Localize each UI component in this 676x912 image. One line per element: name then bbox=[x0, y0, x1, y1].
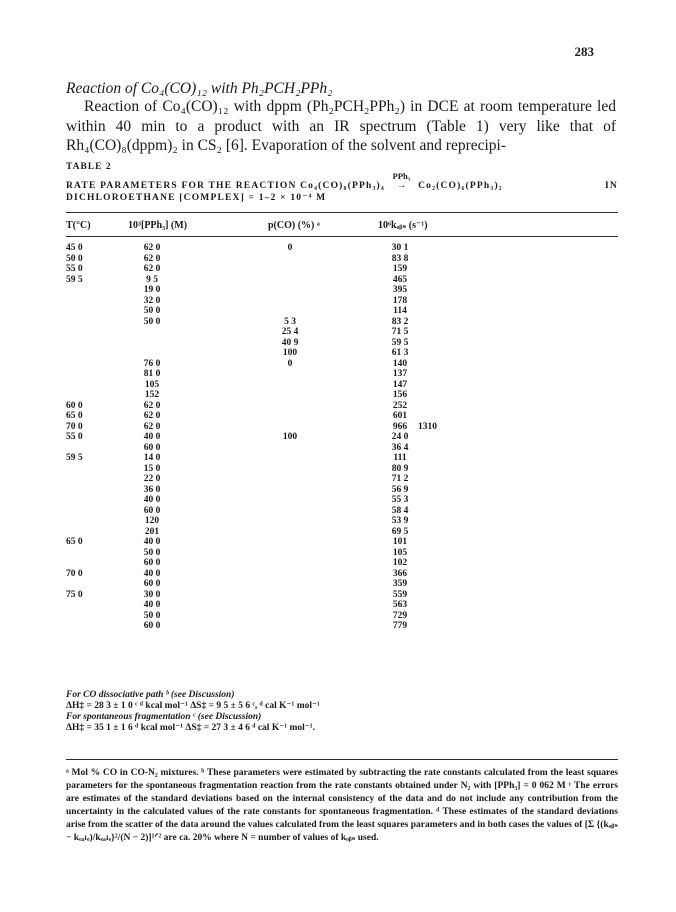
activation-parameters bbox=[66, 690, 618, 734]
cell-kobs: 601 bbox=[392, 411, 408, 421]
table-row bbox=[66, 506, 618, 517]
cell-kobs: 147 bbox=[392, 379, 408, 390]
table-row bbox=[66, 348, 618, 359]
table-top-rule bbox=[66, 212, 618, 213]
header-pph3-concentration: 10³[PPh₃] (M) bbox=[128, 220, 188, 231]
table-header-rule bbox=[66, 236, 618, 237]
cell-kobs: 30 1 bbox=[391, 243, 409, 253]
table-row bbox=[66, 516, 618, 527]
table-row bbox=[66, 443, 618, 454]
cell-pph3: 40 0 bbox=[143, 537, 161, 547]
table-row bbox=[66, 558, 618, 569]
body-text: Reaction of Co₄(CO)₁₂ with dppm (Ph₂PCH₂PPh₂) in DCE at room temperature led within 40 min to a product with an IR spectrum (Table 1) very like that of Rh₄(CO)₈(dppm)₂ in CS₂ [6]. Evaporation of the solvent and reprecipi- bbox=[66, 98, 616, 154]
cell-pph3: 60 0 bbox=[143, 558, 161, 568]
cell-pph3: 81 0 bbox=[143, 369, 161, 379]
cell-co-pressure: 0 bbox=[287, 243, 293, 253]
cell-pph3: 62 0 bbox=[143, 253, 161, 264]
table-row bbox=[66, 296, 618, 307]
cell-pph3: 40 0 bbox=[143, 600, 161, 610]
table-row bbox=[66, 285, 618, 296]
table-row bbox=[66, 548, 618, 559]
cell-pph3: 62 0 bbox=[143, 264, 161, 274]
table-row bbox=[66, 621, 618, 632]
header-temperature: T(°C) bbox=[66, 220, 91, 231]
cell-temperature: 55 0 bbox=[66, 432, 83, 442]
cell-temperature: 70 0 bbox=[66, 421, 83, 432]
table-row bbox=[66, 453, 618, 464]
cell-kobs: 61 3 bbox=[391, 348, 409, 358]
cell-temperature: 45 0 bbox=[66, 243, 83, 253]
cell-co-pressure: 100 bbox=[282, 432, 298, 442]
cell-pph3: 60 0 bbox=[143, 505, 161, 516]
cell-pph3: 22 0 bbox=[143, 474, 161, 484]
cell-kobs: 69 5 bbox=[391, 526, 409, 537]
cell-co-pressure: 0 bbox=[287, 358, 293, 369]
cell-kobs: 252 bbox=[392, 400, 408, 411]
cell-kobs: 53 9 bbox=[391, 516, 409, 526]
cell-pph3: 105 bbox=[144, 379, 160, 390]
table-row bbox=[66, 254, 618, 265]
table-row bbox=[66, 243, 618, 254]
cell-kobs: 366 bbox=[392, 568, 408, 579]
cell-kobs: 36 4 bbox=[391, 442, 409, 453]
arrow-icon: → bbox=[396, 181, 407, 191]
fragmentation-label: For spontaneous fragmentation ᶜ (see Discussion) bbox=[66, 712, 262, 722]
cell-pph3: 14 0 bbox=[143, 453, 161, 463]
co-path-values: ΔH‡ = 28 3 ± 1 0 ᶜ ᵈ kcal mol⁻¹ ΔS‡ = 9 5 ± 5 6 ᶜ, ᵈ cal K⁻¹ mol⁻¹ bbox=[66, 701, 320, 711]
cell-kobs: 729 bbox=[392, 610, 408, 621]
table-row bbox=[66, 359, 618, 370]
cell-temperature: 50 0 bbox=[66, 253, 83, 264]
cell-temperature: 55 0 bbox=[66, 264, 83, 274]
cell-kobs: 83 2 bbox=[391, 316, 409, 327]
cell-pph3: 50 0 bbox=[143, 610, 161, 621]
cell-pph3: 50 0 bbox=[143, 547, 161, 558]
table-row bbox=[66, 432, 618, 443]
table-row bbox=[66, 474, 618, 485]
page-number: 283 bbox=[574, 44, 594, 59]
cell-kobs: 83 8 bbox=[391, 253, 409, 264]
cell-kobs: 24 0 bbox=[391, 432, 409, 442]
cell-pph3: 120 bbox=[144, 516, 160, 526]
cell-kobs: 55 3 bbox=[391, 495, 409, 505]
cell-co-pressure: 5 3 bbox=[284, 316, 296, 327]
table-row bbox=[66, 264, 618, 275]
cell-kobs: 71 2 bbox=[391, 474, 409, 484]
cell-kobs: 102 bbox=[392, 558, 408, 568]
table-footnotes: ᵃ Mol % CO in CO-N₂ mixtures. ᵇ These parameters were estimated by subtracting the rate constants calculated from the least squares parameters for the spontaneous fragmentation reaction from the rate constants obtained under N₂ with [PPh₃] = 0 062 M ᶜ The errors are estimates of the standard deviations based on the internal consistency of the data and do not include any contribution from the uncertainty in the calculated values of the rate constants for spontaneous fragmentation. ᵈ These estimates of the standard deviations arise from the scatter of the data around the values calculated from the least squares parameters and in both cases the values of [Σ {(kₒᵦₛ − kₑₐₗₑ)/kₑₐₗₑ}²/(N − 2)]¹ᐟ² are ca. 20% where N = number of values of kₒᵦₛ used. bbox=[66, 768, 618, 843]
cell-kobs: 137 bbox=[392, 369, 408, 379]
cell-pph3: 30 0 bbox=[143, 589, 161, 600]
table-caption bbox=[66, 171, 618, 204]
cell-pph3: 201 bbox=[144, 526, 160, 537]
table-label: TABLE 2 bbox=[66, 162, 112, 172]
cell-temperature: 65 0 bbox=[66, 411, 83, 421]
cell-kobs: 58 4 bbox=[391, 505, 409, 516]
cell-pph3: 62 0 bbox=[143, 421, 161, 432]
cell-kobs: 111 bbox=[393, 453, 407, 463]
table-row bbox=[66, 600, 618, 611]
cell-co-pressure: 25 4 bbox=[281, 327, 299, 337]
reaction-arrow bbox=[388, 171, 414, 192]
table-row bbox=[66, 390, 618, 401]
cell-co-pressure: 100 bbox=[282, 348, 298, 358]
table-row bbox=[66, 485, 618, 496]
table-row bbox=[66, 527, 618, 538]
cell-pph3: 40 0 bbox=[143, 432, 161, 442]
table-row bbox=[66, 464, 618, 475]
cell-pph3: 60 0 bbox=[143, 442, 161, 453]
cell-pph3: 62 0 bbox=[143, 243, 161, 253]
table-row bbox=[66, 327, 618, 338]
cell-kobs: 71 5 bbox=[391, 327, 409, 337]
rate-table-body bbox=[66, 243, 618, 632]
cell-pph3: 36 0 bbox=[143, 484, 161, 495]
caption-reaction-text: RATE PARAMETERS FOR THE REACTION Co₄(CO)₈(PPh₃)₄ bbox=[66, 181, 385, 191]
cell-temperature: 60 0 bbox=[66, 400, 83, 411]
cell-pph3: 62 0 bbox=[143, 411, 161, 421]
table-row bbox=[66, 275, 618, 286]
cell-pph3: 60 0 bbox=[143, 621, 161, 631]
cell-temperature: 59 5 bbox=[66, 274, 83, 285]
body-paragraph bbox=[66, 97, 616, 156]
table-row bbox=[66, 411, 618, 422]
header-kobs: 10⁶kₒᵦₛ (s⁻¹) bbox=[378, 220, 428, 231]
cell-pph3: 15 0 bbox=[143, 463, 161, 474]
table-bottom-rule bbox=[66, 759, 618, 760]
table-row bbox=[66, 380, 618, 391]
table-row bbox=[66, 537, 618, 548]
table-row bbox=[66, 590, 618, 601]
caption-line-2: DICHLOROETHANE [COMPLEX] = 1–2 × 10⁻⁴ M bbox=[66, 193, 327, 203]
caption-product: Co₂(CO)₆(PPh₃)₂ bbox=[418, 181, 503, 191]
cell-kobs: 395 bbox=[392, 285, 408, 295]
table-row bbox=[66, 569, 618, 580]
table-row bbox=[66, 611, 618, 622]
cell-kobs: 80 9 bbox=[391, 463, 409, 474]
cell-kobs: 105 bbox=[392, 547, 408, 558]
cell-kobs: 559 bbox=[392, 589, 408, 600]
cell-kobs: 59 5 bbox=[391, 337, 409, 348]
cell-kobs: 563 bbox=[392, 600, 408, 610]
cell-kobs: 779 bbox=[392, 621, 408, 631]
table-row bbox=[66, 422, 618, 433]
cell-kobs: 140 bbox=[392, 358, 408, 369]
cell-pph3: 62 0 bbox=[143, 400, 161, 411]
cell-temperature: 65 0 bbox=[66, 537, 83, 547]
cell-temperature: 70 0 bbox=[66, 568, 83, 579]
cell-pph3: 40 0 bbox=[143, 568, 161, 579]
caption-in: IN bbox=[605, 181, 618, 191]
cell-kobs: 101 bbox=[392, 537, 408, 547]
cell-kobs: 156 bbox=[392, 390, 408, 400]
cell-kobs: 178 bbox=[392, 295, 408, 306]
table-row bbox=[66, 338, 618, 349]
table-row bbox=[66, 317, 618, 328]
header-co-pressure: p(CO) (%) ᵃ bbox=[268, 220, 320, 231]
cell-temperature: 75 0 bbox=[66, 589, 83, 600]
cell-pph3: 60 0 bbox=[143, 579, 161, 589]
cell-pph3: 76 0 bbox=[143, 358, 161, 369]
arrow-reagent: PPh₃ bbox=[392, 171, 411, 181]
cell-kobs: 966 bbox=[392, 421, 408, 432]
cell-kobs: 465 bbox=[392, 274, 408, 285]
cell-temperature: 59 5 bbox=[66, 453, 83, 463]
cell-pph3: 32 0 bbox=[143, 295, 161, 306]
cell-pph3: 19 0 bbox=[143, 285, 161, 295]
table-row bbox=[66, 306, 618, 317]
table-row bbox=[66, 369, 618, 380]
cell-kobs: 114 bbox=[393, 306, 407, 316]
co-path-label: For CO dissociative path ᵇ (see Discussion) bbox=[66, 690, 235, 700]
cell-kobs: 159 bbox=[392, 264, 408, 274]
cell-co-pressure: 40 9 bbox=[281, 337, 299, 348]
section-title: Reaction of Co₄(CO)₁₂ with Ph₂PCH₂PPh₂ bbox=[66, 80, 333, 97]
table-row bbox=[66, 401, 618, 412]
cell-pph3: 50 0 bbox=[143, 316, 161, 327]
cell-kobs: 359 bbox=[392, 579, 408, 589]
caption-line-1 bbox=[66, 171, 618, 192]
table-row bbox=[66, 495, 618, 506]
cell-pph3: 40 0 bbox=[143, 495, 161, 505]
fragmentation-values: ΔH‡ = 35 1 ± 1 6 ᵈ kcal mol⁻¹ ΔS‡ = 27 3 ± 4 6 ᵈ cal K⁻¹ mol⁻¹. bbox=[66, 723, 315, 733]
cell-pph3: 50 0 bbox=[143, 306, 161, 316]
cell-pph3: 9 5 bbox=[146, 274, 158, 285]
table-row bbox=[66, 579, 618, 590]
cell-pph3: 152 bbox=[144, 390, 160, 400]
cell-kobs-second: 1310 bbox=[418, 421, 437, 432]
cell-kobs: 56 9 bbox=[391, 484, 409, 495]
